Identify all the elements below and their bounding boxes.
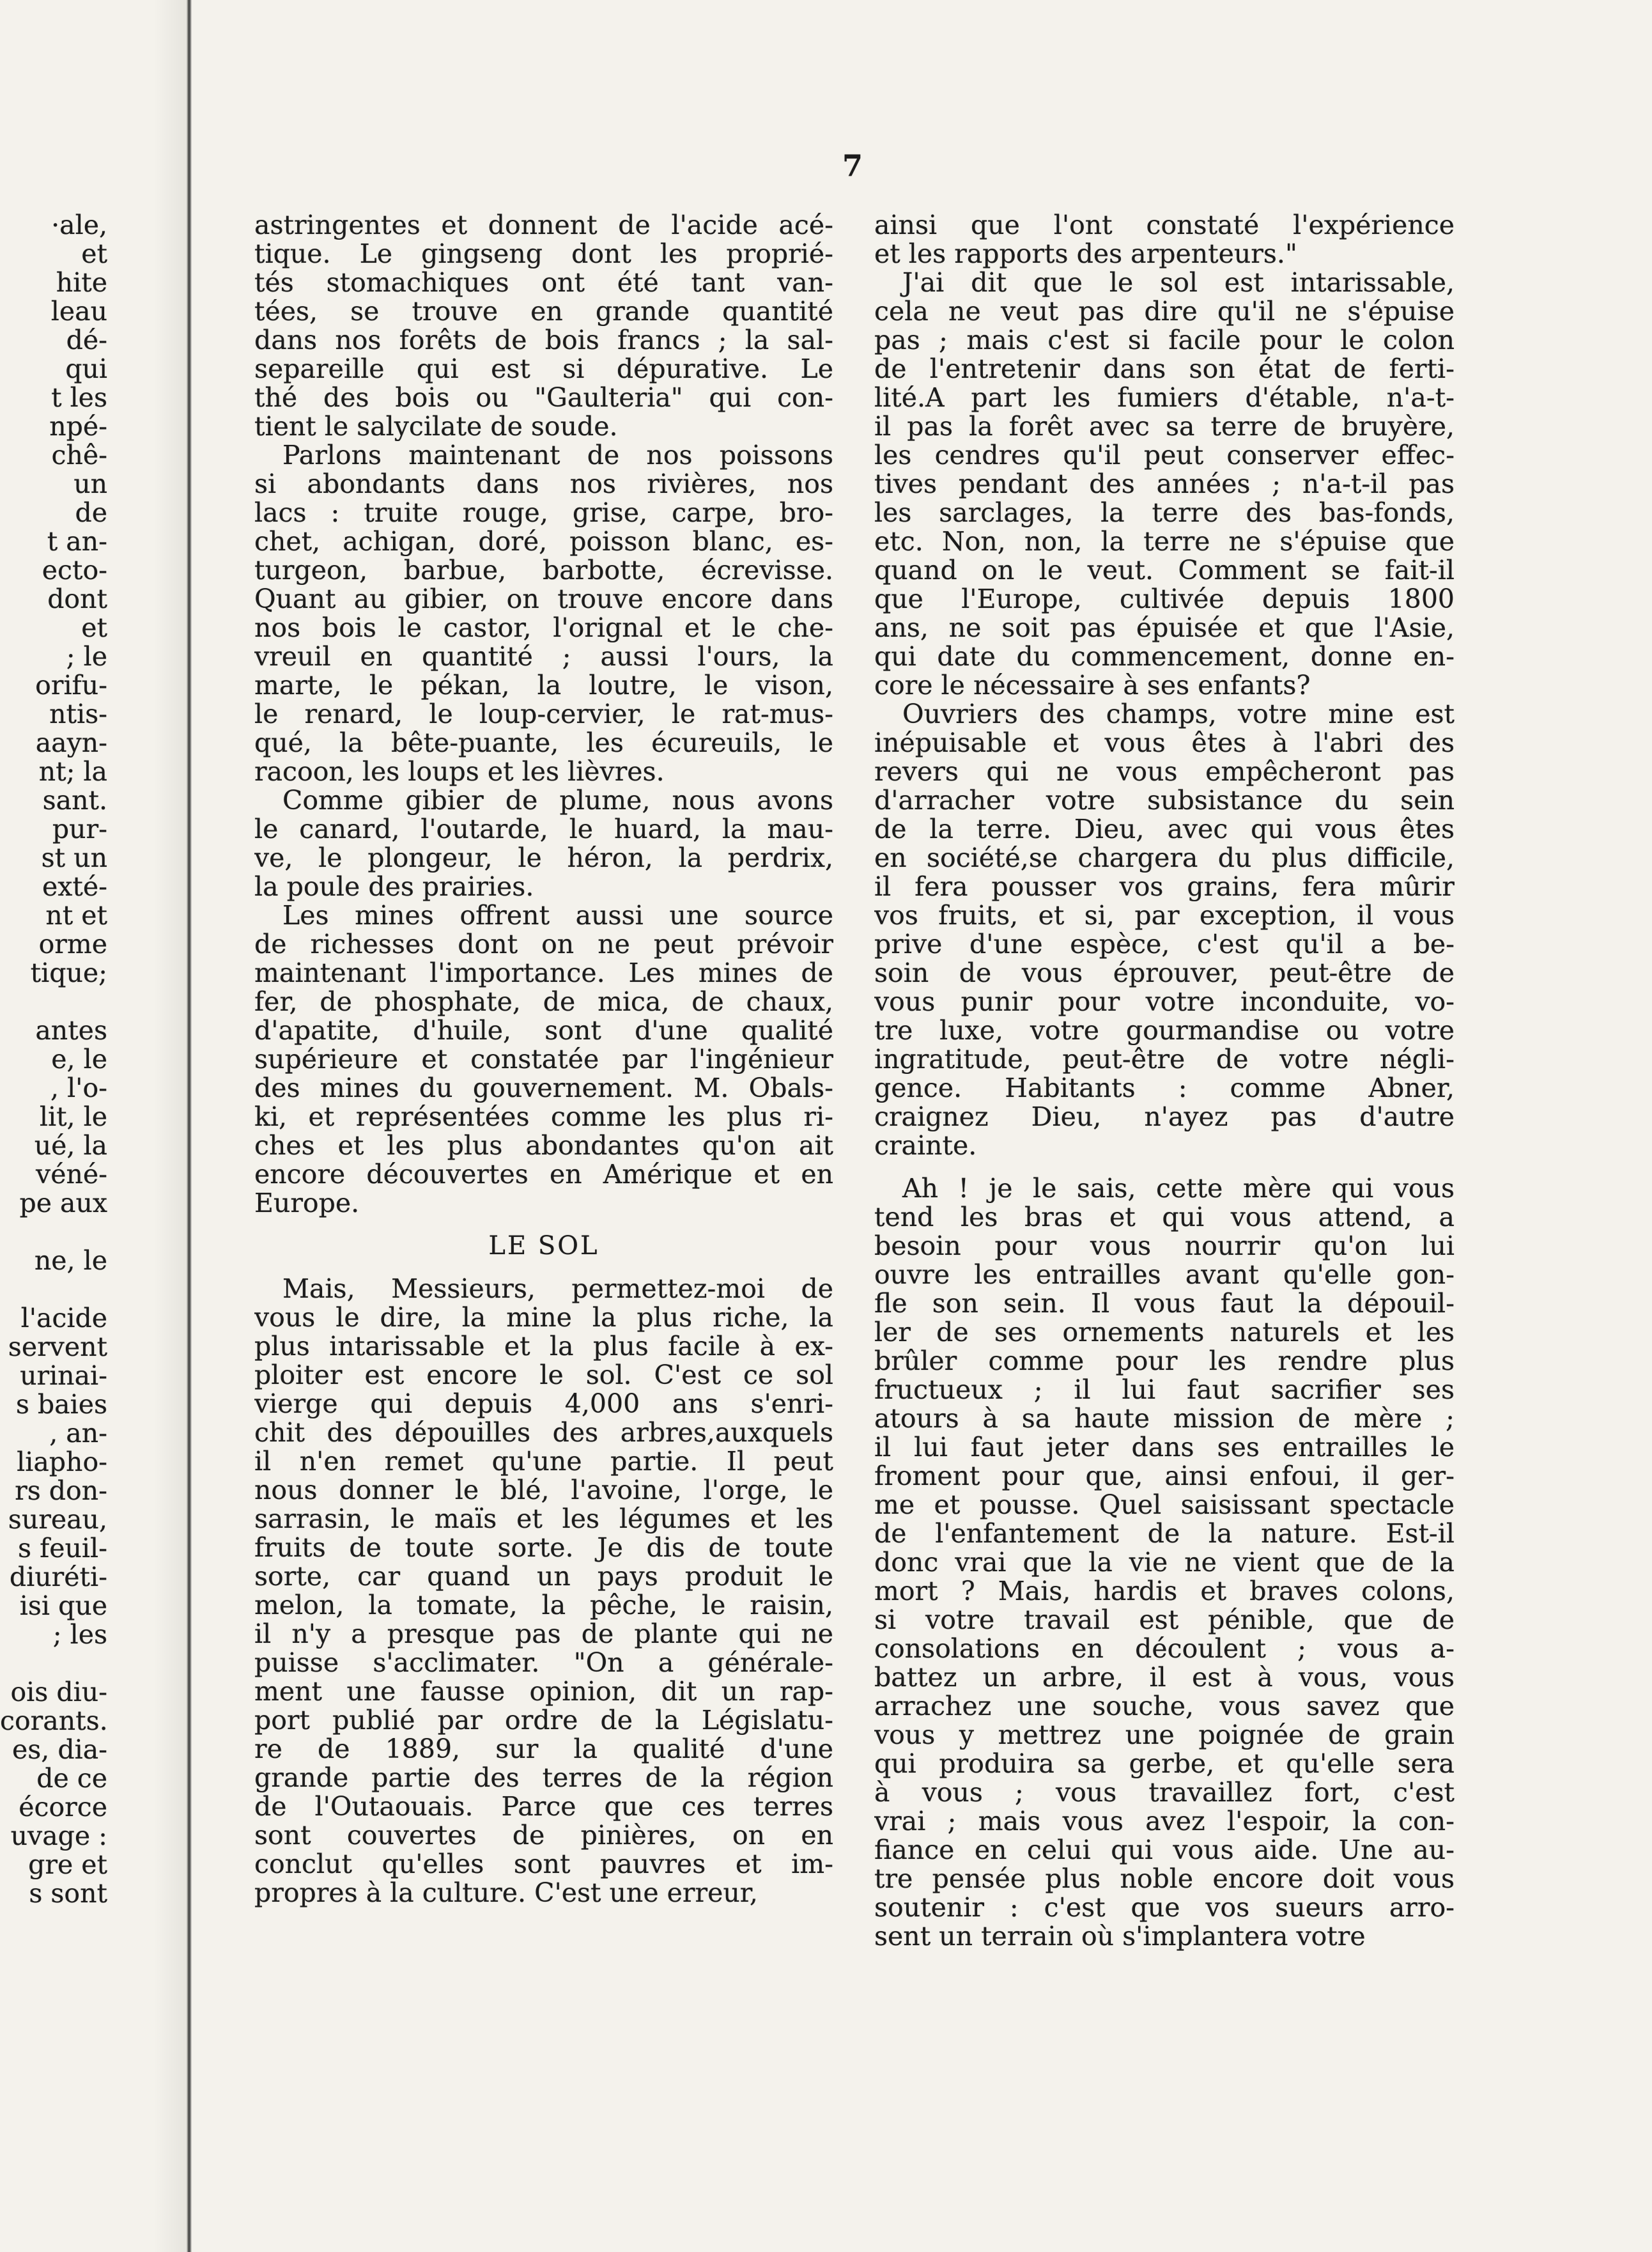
- text-line: maintenant l'importance. Les mines de: [254, 959, 833, 988]
- paragraph-spacer: [874, 1160, 1455, 1174]
- text-line: servent: [8, 1333, 107, 1362]
- text-line: que l'Europe, cultivée depuis 1800: [874, 585, 1455, 614]
- binding-shadow: [153, 0, 187, 2252]
- text-line: me et pousse. Quel saisissant spectacle: [874, 1491, 1455, 1519]
- text-line: st un: [41, 844, 107, 873]
- text-line: uvage :: [10, 1822, 107, 1851]
- text-line: prive d'une espèce, c'est qu'il a be-: [874, 930, 1455, 959]
- text-line: de ce: [36, 1764, 107, 1793]
- text-line: port publié par ordre de la Législatu-: [254, 1706, 833, 1735]
- text-line: si votre travail est pénible, que de: [874, 1606, 1455, 1635]
- text-line: fiance en celui qui vous aide. Une au-: [874, 1836, 1455, 1865]
- text-line: s feuil-: [18, 1534, 107, 1563]
- text-line: rs don-: [15, 1477, 107, 1505]
- text-line: encore découvertes en Amérique et en: [254, 1160, 833, 1189]
- text-line: ecto-: [42, 556, 107, 585]
- text-line: Parlons maintenant de nos poissons: [282, 441, 833, 470]
- text-line: Ah ! je le sais, cette mère qui vous: [902, 1174, 1455, 1203]
- text-line: exté-: [42, 873, 107, 901]
- paragraph-medicinal-plants: [254, 211, 833, 441]
- text-line: s baies: [15, 1390, 107, 1419]
- text-line: racoon, les loups et les lièvres.: [254, 757, 665, 786]
- text-line: tique. Le gingseng dont les proprié-: [254, 240, 833, 268]
- text-line: [0, 988, 110, 1016]
- text-line: leau: [50, 297, 107, 326]
- text-line: sarrasin, le maïs et les légumes et les: [254, 1505, 833, 1534]
- text-line: isi que: [19, 1592, 107, 1620]
- text-line: t an-: [47, 527, 107, 556]
- text-line: tre pensée plus noble encore doit vous: [874, 1865, 1455, 1893]
- text-line: l'acide: [20, 1304, 107, 1333]
- text-line: Europe.: [254, 1189, 360, 1218]
- text-line: ois diu-: [10, 1678, 107, 1707]
- text-line: il fera pousser vos grains, fera mûrir: [874, 873, 1455, 901]
- text-line: ingratitude, peut-être de votre négli-: [874, 1045, 1455, 1074]
- text-line: re de 1889, sur la qualité d'une: [254, 1735, 833, 1764]
- text-line: soutenir : c'est que vos sueurs arro-: [874, 1893, 1455, 1922]
- text-line: battez un arbre, il est à vous, vous: [874, 1663, 1455, 1692]
- text-line: véné-: [36, 1160, 107, 1189]
- text-line: atours à sa haute mission de mère ;: [874, 1404, 1455, 1433]
- text-line: à vous ; vous travaillez fort, c'est: [874, 1778, 1455, 1807]
- text-line: les cendres qu'il peut conserver effec-: [874, 441, 1455, 470]
- text-line: dans nos forêts de bois francs ; la sal-: [254, 326, 833, 355]
- text-line: puisse s'acclimater. "On a générale-: [254, 1649, 833, 1677]
- text-line: ki, et représentées comme les plus ri-: [254, 1103, 833, 1131]
- text-line: Mais, Messieurs, permettez-moi de: [282, 1275, 833, 1303]
- text-line: nos bois le castor, l'orignal et le che-: [254, 614, 833, 642]
- text-line: es, dia-: [12, 1736, 107, 1764]
- text-line: gence. Habitants : comme Abner,: [874, 1074, 1455, 1103]
- text-line: le canard, l'outarde, le huard, la mau-: [254, 815, 833, 844]
- text-line: besoin pour vous nourrir qu'on lui: [874, 1232, 1455, 1261]
- text-line: npé-: [49, 412, 107, 441]
- paragraph-mother-earth: [874, 1174, 1455, 1951]
- text-line: sant.: [42, 786, 107, 815]
- text-line: tique;: [30, 959, 107, 988]
- text-line: un: [73, 470, 107, 499]
- text-line: consolations en découlent ; vous a-: [874, 1635, 1455, 1663]
- text-line: etc. Non, non, la terre ne s'épuise que: [874, 527, 1455, 556]
- text-line: vreuil en quantité ; aussi l'ours, la: [254, 642, 833, 671]
- text-line: et: [81, 614, 107, 642]
- text-line: inépuisable et vous êtes à l'abri des: [874, 729, 1455, 757]
- text-line: astringentes et donnent de l'acide acé-: [254, 211, 833, 240]
- text-line: donc vrai que la vie ne vient que de la: [874, 1548, 1455, 1577]
- text-line: ment une fausse opinion, dit un rap-: [254, 1677, 833, 1706]
- text-line: de richesses dont on ne peut prévoir: [254, 930, 833, 959]
- text-line: dé-: [66, 326, 107, 355]
- text-line: thé des bois ou "Gaulteria" qui con-: [254, 384, 833, 412]
- middle-column: [254, 211, 833, 1907]
- text-line: separeille qui est si dépurative. Le: [254, 355, 833, 384]
- text-line: de l'entretenir dans son état de ferti-: [874, 355, 1455, 384]
- text-line: gre et: [28, 1851, 107, 1879]
- text-line: [0, 1649, 110, 1678]
- text-line: ué, la: [34, 1131, 107, 1160]
- left-page-fragment: [0, 211, 110, 1908]
- text-line: d'arracher votre subsistance du sein: [874, 786, 1455, 815]
- text-line: craignez Dieu, n'ayez pas d'autre: [874, 1103, 1455, 1131]
- text-line: core le nécessaire à ses enfants?: [874, 671, 1311, 700]
- text-line: il pas la forêt avec sa terre de bruyère,: [874, 412, 1455, 441]
- text-line: arrachez une souche, vous savez que: [874, 1692, 1455, 1721]
- text-line: ouvre les entrailles avant qu'elle gon-: [874, 1261, 1455, 1289]
- text-line: marte, le pékan, la loutre, le vison,: [254, 671, 833, 700]
- text-line: chit des dépouilles des arbres,auxquels: [254, 1418, 833, 1447]
- text-line: tées, se trouve en grande quantité: [254, 297, 833, 326]
- text-line: melon, la tomate, la pêche, le raisin,: [254, 1591, 833, 1620]
- text-line: écorce: [19, 1793, 107, 1822]
- text-line: propres à la culture. C'est une erreur,: [254, 1879, 758, 1907]
- text-line: [0, 1275, 110, 1304]
- paragraph-inexhaustible-soil: [874, 268, 1455, 700]
- text-line: s sont: [29, 1879, 107, 1908]
- text-line: de la terre. Dieu, avec qui vous êtes: [874, 815, 1455, 844]
- text-line: hite: [56, 268, 107, 297]
- text-line: urinai-: [20, 1362, 107, 1390]
- text-line: ·ale,: [51, 211, 107, 240]
- paragraph-mines: [254, 901, 833, 1218]
- text-line: d'apatite, d'huile, sont d'une qualité: [254, 1016, 833, 1045]
- text-line: corants.: [0, 1707, 108, 1736]
- text-line: qui date du commencement, donne en-: [874, 642, 1455, 671]
- text-line: , an-: [49, 1419, 107, 1448]
- text-line: Les mines offrent aussi une source: [282, 901, 833, 930]
- text-line: et les rapports des arpenteurs.": [874, 240, 1297, 268]
- section-heading-le-sol: LE SOL: [488, 1232, 599, 1261]
- text-line: grande partie des terres de la région: [254, 1764, 833, 1792]
- text-line: tient le salycilate de soude.: [254, 412, 618, 441]
- text-line: la poule des prairies.: [254, 873, 534, 901]
- text-line: tives pendant des années ; n'a-t-il pas: [874, 470, 1455, 499]
- text-line: sureau,: [8, 1505, 107, 1534]
- text-line: chet, achigan, doré, poisson blanc, es-: [254, 527, 833, 556]
- text-line: revers qui ne vous empêcheront pas: [874, 757, 1455, 786]
- text-line: Quant au gibier, on trouve encore dans: [254, 585, 833, 614]
- paragraph-birds: [254, 786, 833, 901]
- text-line: ploiter est encore le sol. C'est ce sol: [254, 1361, 833, 1390]
- text-line: Comme gibier de plume, nous avons: [282, 786, 833, 815]
- text-line: de l'Outaouais. Parce que ces terres: [254, 1792, 833, 1821]
- text-line: fruits de toute sorte. Je dis de toute: [254, 1534, 833, 1562]
- text-line: dont: [47, 585, 107, 614]
- text-line: en société,se chargera du plus difficile,: [874, 844, 1455, 873]
- text-line: lité.A part les fumiers d'étable, n'a-t-: [874, 384, 1455, 412]
- text-line: lacs : truite rouge, grise, carpe, bro-: [254, 499, 833, 527]
- text-line: il n'y a presque pas de plante qui ne: [254, 1620, 833, 1649]
- text-line: nous donner le blé, l'avoine, l'orge, le: [254, 1476, 833, 1505]
- binding-gutter: [187, 0, 192, 2252]
- text-line: conclut qu'elles sont pauvres et im-: [254, 1850, 833, 1879]
- text-line: tend les bras et qui vous attend, a: [874, 1203, 1455, 1232]
- text-line: fructueux ; il lui faut sacrifier ses: [874, 1376, 1455, 1404]
- text-line: sont couvertes de pinières, on en: [254, 1821, 833, 1850]
- text-line: plus intarissable et la plus facile à ex-: [254, 1332, 833, 1361]
- text-line: nt; la: [38, 757, 107, 786]
- text-line: ainsi que l'ont constaté l'expérience: [874, 211, 1455, 240]
- text-line: e, le: [51, 1045, 107, 1074]
- text-line: pur-: [52, 815, 107, 844]
- text-line: tre luxe, votre gourmandise ou votre: [874, 1016, 1455, 1045]
- text-line: ntis-: [49, 700, 107, 729]
- text-line: ans, ne soit pas épuisée et que l'Asie,: [874, 614, 1455, 642]
- text-line: qui produira sa gerbe, et qu'elle sera: [874, 1750, 1455, 1778]
- text-line: fer, de phosphate, de mica, de chaux,: [254, 988, 833, 1016]
- text-line: ; les: [52, 1620, 107, 1649]
- text-line: les sarclages, la terre des bas-fonds,: [874, 499, 1455, 527]
- text-line: t les: [51, 384, 107, 412]
- text-line: diuréti-: [9, 1563, 107, 1592]
- text-line: ler de ses ornements naturels et les: [874, 1318, 1455, 1347]
- text-line: de: [75, 499, 107, 527]
- text-line: chê-: [51, 441, 107, 470]
- text-line: orifu-: [35, 671, 107, 700]
- text-line: sent un terrain où s'implantera votre: [874, 1922, 1366, 1951]
- paragraph-soil: [254, 1275, 833, 1907]
- text-line: vrai ; mais vous avez l'espoir, la con-: [874, 1807, 1455, 1836]
- text-line: des mines du gouvernement. M. Obals-: [254, 1074, 833, 1103]
- text-line: le renard, le loup-cervier, le rat-mus-: [254, 700, 833, 729]
- text-line: vierge qui depuis 4,000 ans s'enri-: [254, 1390, 833, 1418]
- text-line: , l'o-: [50, 1074, 107, 1103]
- text-line: ne, le: [34, 1246, 107, 1275]
- text-line: J'ai dit que le sol est intarissable,: [902, 268, 1455, 297]
- paragraph-workers-of-the-fields: [874, 700, 1455, 1160]
- text-line: liapho-: [17, 1448, 107, 1477]
- text-line: vous punir pour votre inconduite, vo-: [874, 988, 1455, 1016]
- text-line: froment pour que, ainsi enfoui, il ger-: [874, 1462, 1455, 1491]
- text-line: qué, la bête-puante, les écureuils, le: [254, 729, 833, 757]
- text-line: crainte.: [874, 1131, 977, 1160]
- text-line: brûler comme pour les rendre plus: [874, 1347, 1455, 1376]
- text-line: ve, le plongeur, le héron, la perdrix,: [254, 844, 833, 873]
- text-line: fle son sein. Il vous faut la dépouil-: [874, 1289, 1455, 1318]
- text-line: supérieure et constatée par l'ingénieur: [254, 1045, 833, 1074]
- text-line: orme: [38, 930, 107, 959]
- text-line: antes: [35, 1016, 107, 1045]
- text-line: soin de vous éprouver, peut-être de: [874, 959, 1455, 988]
- page-number: 7: [842, 148, 863, 183]
- paragraph-surveyors: [874, 211, 1455, 268]
- paragraph-fish-and-game: [254, 441, 833, 786]
- text-line: si abondants dans nos rivières, nos: [254, 470, 833, 499]
- text-line: turgeon, barbue, barbotte, écrevisse.: [254, 556, 833, 585]
- text-line: [0, 1218, 110, 1246]
- text-line: pe aux: [19, 1189, 107, 1218]
- text-line: Ouvriers des champs, votre mine est: [902, 700, 1455, 729]
- text-line: sorte, car quand un pays produit le: [254, 1562, 833, 1591]
- text-line: quand on le veut. Comment se fait-il: [874, 556, 1455, 585]
- text-line: lit, le: [39, 1103, 107, 1131]
- text-line: de l'enfantement de la nature. Est-il: [874, 1519, 1455, 1548]
- text-line: nt et: [45, 901, 107, 930]
- text-line: et: [81, 240, 107, 268]
- text-line: qui: [65, 355, 107, 384]
- text-line: cela ne veut pas dire qu'il ne s'épuise: [874, 297, 1455, 326]
- text-line: mort ? Mais, hardis et braves colons,: [874, 1577, 1455, 1606]
- text-line: pas ; mais c'est si facile pour le colon: [874, 326, 1455, 355]
- text-line: vous y mettrez une poignée de grain: [874, 1721, 1455, 1750]
- right-column: [874, 211, 1455, 1951]
- text-line: tés stomachiques ont été tant van-: [254, 268, 833, 297]
- text-line: ches et les plus abondantes qu'on ait: [254, 1131, 833, 1160]
- text-line: aayn-: [35, 729, 107, 757]
- text-line: il n'en remet qu'une partie. Il peut: [254, 1447, 833, 1476]
- text-line: ; le: [66, 642, 107, 671]
- text-line: il lui faut jeter dans ses entrailles le: [874, 1433, 1455, 1462]
- text-line: vos fruits, et si, par exception, il vous: [874, 901, 1455, 930]
- text-line: vous le dire, la mine la plus riche, la: [254, 1303, 833, 1332]
